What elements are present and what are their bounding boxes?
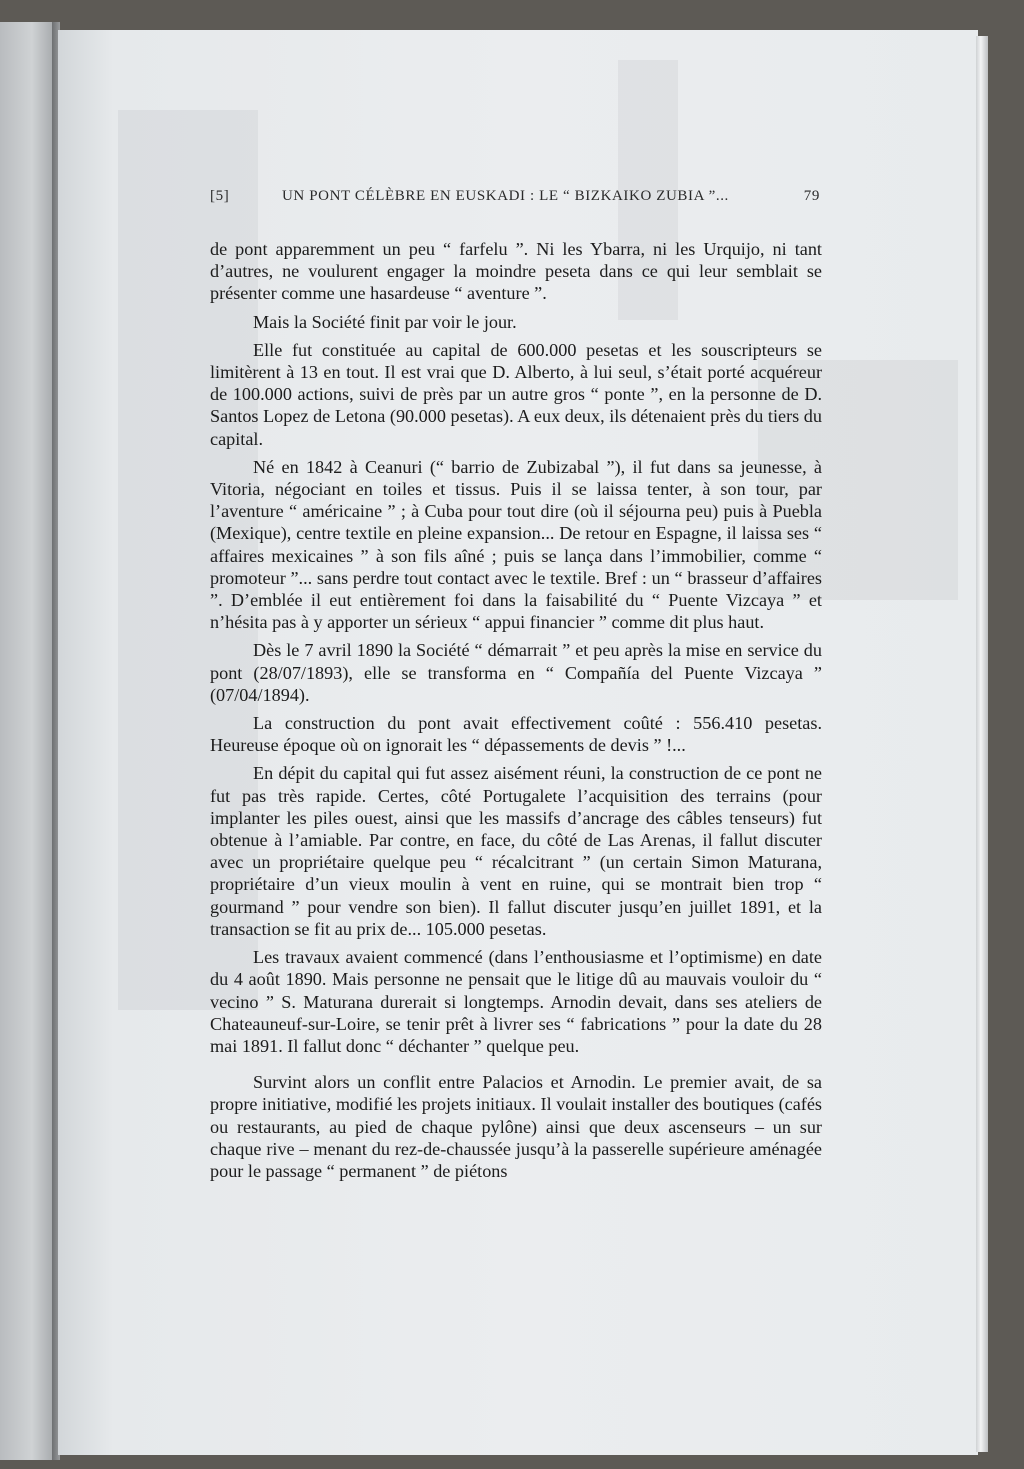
facing-page-edge xyxy=(0,22,58,1460)
running-header xyxy=(210,188,822,210)
paragraph: Elle fut constituée au capital de 600.000 pesetas et les souscripteurs se limitèrent à 13 en tout. Il est vrai que D. Alberto, à lui seul, s’était porté acquéreur de 100.000 actions, suivi de près par un autre gros “ ponte ”, en la personne de D. Santos Lopez de Letona (90.000 pesetas). A eux deux, ils détenaient près du tiers du capital. xyxy=(210,339,822,449)
running-title: UN PONT CÉLÈBRE EN EUSKADI : LE “ BIZKAIKO ZUBIA ”... xyxy=(282,188,729,204)
page-stack-edge xyxy=(976,36,988,1452)
paragraph: Survint alors un conflit entre Palacios et Arnodin. Le premier avait, de sa propre initiative, modifié les projets initiaux. Il voulait installer des boutiques (cafés ou restaurants, au pied de chaque pylône) ainsi que deux ascenseurs – un sur chaque rive – menant du rez-de-chaussée jusqu’à la passerelle supérieure aménagée pour le passage “ permanent ” de piétons xyxy=(210,1072,822,1181)
paragraph: Mais la Société finit par voir le jour. xyxy=(253,311,517,332)
paragraph: La construction du pont avait effectivement coûté : 556.410 pesetas. Heureuse époque où on ignorait les “ dépassements de devis ” !... xyxy=(210,713,822,756)
paragraph: de pont apparemment un peu “ farfelu ”. Ni les Ybarra, ni les Urquijo, ni tant d’autres, ne voulurent engager la moindre peseta dans ce qui leur semblait se présenter comme une hasardeuse “ aventure ”. xyxy=(210,239,822,304)
page-number: 79 xyxy=(803,188,820,204)
body-text xyxy=(210,238,822,1188)
paragraph: Dès le 7 avril 1890 la Société “ démarrait ” et peu après la mise en service du pont (28/07/1893), elle se transforma en “ Compañía del Puente Vizcaya ” (07/04/1894). xyxy=(210,640,822,705)
paragraph: Les travaux avaient commencé (dans l’enthousiasme et l’optimisme) en date du 4 août 1890. Mais personne ne pensait que le litige dû au mauvais vouloir du “ vecino ” S. Maturana durerait si longtemps. Arnodin devait, dans ses ateliers de Chateauneuf-sur-Loire, se tenir prêt à livrer ses “ fabrications ” pour la date du 28 mai 1891. Il fallut donc “ déchanter ” quelque peu. xyxy=(210,947,822,1056)
paragraph: En dépit du capital qui fut assez aisément réuni, la construction de ce pont ne fut pas très rapide. Certes, côté Portugalete l’acquisition des terrains (pour implanter les piles ouest, ainsi que les massifs d’ancrage des câbles tenseurs) fut obtenue à l’amiable. Par contre, en face, du côté de Las Arenas, il fallut discuter avec un propriétaire quelque peu “ récalcitrant ” (un certain Simon Maturana, propriétaire d’un vieux moulin à vent en ruine, qui se montrait bien trop “ gourmand ” pour vendre son bien). Il fallut discuter jusqu’en juillet 1891, et la transaction se fit au prix de... 105.000 pesetas. xyxy=(210,763,822,939)
section-number: [5] xyxy=(210,188,230,204)
paragraph: Né en 1842 à Ceanuri (“ barrio de Zubizabal ”), il fut dans sa jeunesse, à Vitoria, négociant en toiles et tissus. Puis il se laissa tenter, à son tour, par l’aventure “ américaine ” ; à Cuba pour tout dire (où il séjourna peu) puis à Puebla (Mexique), centre textile en pleine expansion... De retour en Espagne, il laissa ses “ affaires mexicaines ” à son fils aîné ; puis se lança dans l’immobilier, comme “ promoteur ”... sans perdre tout contact avec le textile. Bref : un “ brasseur d’affaires ”. D’emblée il eut entièrement foi dans la faisabilité du “ Puente Vizcaya ” et n’hésita pas à y apporter un sérieux “ appui financier ” comme dit plus haut. xyxy=(210,456,822,633)
